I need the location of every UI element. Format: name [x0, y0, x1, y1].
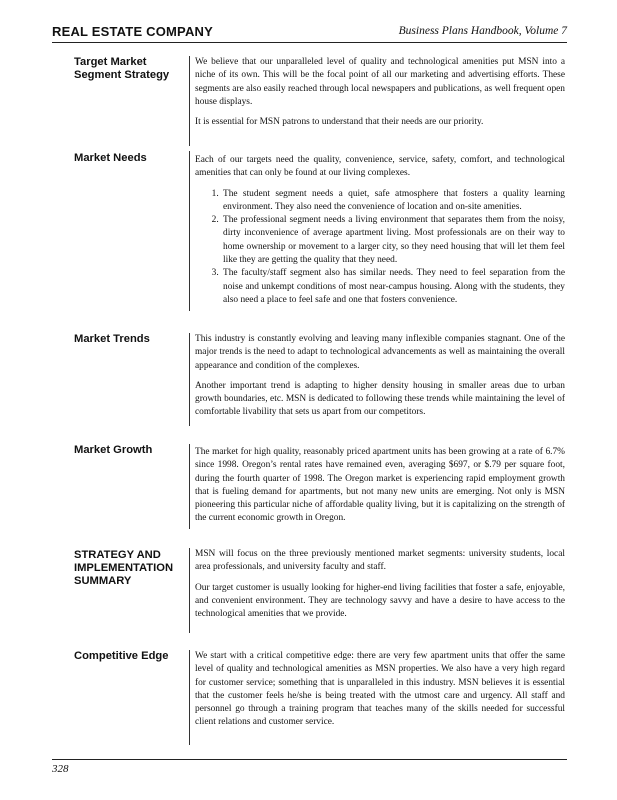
column-rule: [189, 333, 190, 426]
paragraph: The market for high quality, reasonably priced apartment units has been growing at a rate of 6.7% since 1998. Oregon’s rental rates have remained even, averaging $697, or $.79 per square foot, during the fourth quarter of 1998. The Oregon market is experiencing rapid employment growth that is fueling demand for apartments, but not many new units are emerging. Not only is MSN pioneering this particular niche of affordable quality living, but it is capitalizing on the strength of the current economic growth in Oregon.: [195, 447, 565, 524]
paragraph: Each of our targets need the quality, convenience, service, safety, comfort, and technological amenities that can only be found at our living complexes.: [195, 155, 565, 179]
paragraph: Another important trend is adapting to higher density housing in smaller areas due to urban growth boundaries, etc. MSN is dedicated to following these trends while maintaining the level of comfortable livability that sets us apart from our competitors.: [195, 380, 565, 418]
section-heading: Market Needs: [74, 152, 147, 164]
section-heading: Target Market Segment Strategy: [74, 56, 170, 81]
section-body: [195, 446, 565, 533]
section-heading: STRATEGY AND IMPLEMENTATION SUMMARY: [74, 549, 174, 587]
column-rule: [189, 56, 190, 146]
column-rule: [189, 444, 190, 529]
paragraph: Our target customer is usually looking for higher-end living facilities that foster a safe, enjoyable, and convenient environment. They are technology savvy and have a desire to have access to the technological amenities that we provide.: [195, 582, 565, 620]
section-heading: Market Growth: [74, 444, 153, 456]
column-rule: [189, 151, 190, 311]
running-header: [52, 24, 567, 43]
section-body: [195, 154, 565, 307]
company-title: REAL ESTATE COMPANY: [52, 24, 214, 39]
section-body: [195, 650, 565, 737]
paragraph: It is essential for MSN patrons to understand that their needs are our priority.: [195, 117, 484, 128]
book-title: Business Plans Handbook, Volume 7: [398, 25, 567, 37]
paragraph: This industry is constantly evolving and leaving many inflexible companies stagnant. One of the major trends is the need to adapt to technological advancements as well as maintaining the overall appearance and condition of the complexes.: [195, 334, 565, 371]
section-body: [195, 333, 565, 427]
footer-rule: [52, 759, 567, 760]
paragraph: We start with a critical competitive edge: there are very few apartment units that offer the same level of quality and technological amenities as MSN properties. We also have a very high regard for customer service; something that is unparalleled in this industry. MSN believes it is essential that the customer feels he/she is being treated with the utmost care and urgency. All staff and personnel go through a training program that teaches many of the skills needed for successful client relations and customer service.: [195, 651, 565, 728]
column-rule: [189, 548, 190, 633]
paragraph: We believe that our unparalleled level of quality and technological amenities put MSN into a niche of its own. This will be the focal point of all our marketing and advertising efforts. These segments are also easily reached through local newspapers and publications, as well frequent open house displays.: [195, 57, 565, 107]
needs-list: [195, 188, 565, 308]
column-rule: [189, 650, 190, 745]
list-item: 2. The professional segment needs a living environment that separates them from the noisy, dirty inconvenience of average apartment living. Most professionals are on their way to home ownership or movement to a larger city, so they need housing that will let them feel like they are getting the quality that they need.: [221, 214, 565, 267]
section-heading: Competitive Edge: [74, 650, 169, 662]
page-number: 328: [52, 763, 69, 775]
paragraph: MSN will focus on the three previously mentioned market segments: university students, local area professionals, and university faculty and staff.: [195, 549, 565, 573]
section-body: [195, 56, 565, 136]
list-item: 1. The student segment needs a quiet, safe atmosphere that fosters a quality learning environment. They also need the convenience of location and on-site amenities.: [221, 188, 565, 215]
section-heading: Market Trends: [74, 333, 150, 345]
section-body: [195, 548, 565, 628]
list-item: 3. The faculty/staff segment also has similar needs. They need to feel separation from the noise and unkempt conditions of most near-campus housing. Along with the students, they also need a place to feel safe and one that fosters convenience.: [221, 267, 565, 307]
